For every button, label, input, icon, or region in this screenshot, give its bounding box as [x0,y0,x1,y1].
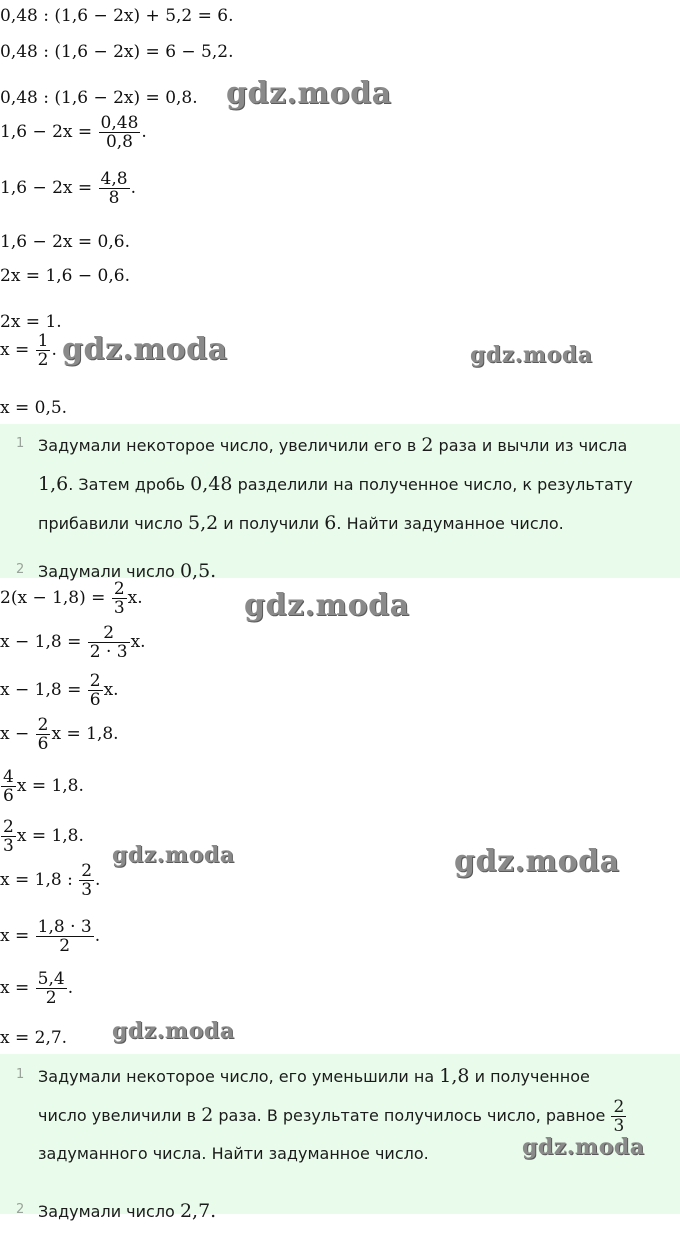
explanation-item-2 [16,1192,672,1231]
eq-lhs: x = [0,340,30,360]
watermark: gdz.moda [454,844,620,879]
item-text: Задумали число 0,5. [38,560,217,582]
eq-line-4: 1,6 − 2x = $\frac{0,48}{0,8}$ . [0,113,147,152]
eq-line-1: 0,48 : (1,6 − 2x) + 5,2 = 6. [0,6,234,26]
item-text: Задумали число 2,7. [38,1200,217,1222]
fraction: $\frac{1}{2}$ [37,331,49,370]
eq2-line-7: x = 1,8 : $\frac{2}{3}$ . [0,861,101,900]
item-number: 2 [16,562,25,577]
fraction: $\frac{4,8}{8}$ [100,169,128,208]
eq-line-9: x = $\frac{1}{2}$ . [0,331,57,370]
eq-line-10: x = 0,5. [0,398,68,418]
eq-lhs: 1,6 − 2x = [0,178,93,198]
eq2-line-4: x − $\frac{2}{6}$ x = 1,8. [0,715,119,754]
explanation-item-1 [16,426,672,543]
eq2-line-10: x = 2,7. [0,1028,68,1048]
fraction: $\frac{0,48}{0,8}$ [100,113,139,152]
item-text: Задумали некоторое число, увеличили его в 2 раза и вычли из числа 1,6. Затем дробь 0,48 разделили на полученное число, к результату прибавили число 5,2 и получили 6. Найти задуманное число. [38,434,633,534]
watermark: gdz.moda [112,1018,235,1044]
eq2-line-2: x − 1,8 = $\frac{2}{2 \cdot 3}$ x. [0,623,146,662]
item-number: 1 [16,436,25,451]
item-number: 2 [16,1202,25,1217]
watermark: gdz.moda [470,342,593,368]
eq2-line-5: $\frac{4}{6}$ x = 1,8. [3,767,84,806]
eq2-line-8: x = $\frac{1,8 \cdot 3}{2}$ . [0,917,101,956]
eq-line-8: 2x = 1. [0,312,62,332]
eq-line-7: 2x = 1,6 − 0,6. [0,266,130,286]
eq2-line-6: $\frac{2}{3}$ x = 1,8. [3,817,84,856]
eq-line-5: 1,6 − 2x = $\frac{4,8}{8}$ . [0,169,136,208]
watermark: gdz.moda [522,1134,645,1160]
watermark: gdz.moda [112,842,235,868]
eq-line-6: 1,6 − 2x = 0,6. [0,232,130,252]
item-text: Задумали некоторое число, его уменьшили на 1,8 и полученное число увеличили в 2 раза. В результате получилось число, равное $\frac{2}{3}$ задуманного числа. Найти задуманное число. [38,1065,625,1163]
eq-line-2: 0,48 : (1,6 − 2x) = 6 − 5,2. [0,42,234,62]
eq2-line-9: x = $\frac{5,4}{2}$ . [0,969,74,1008]
eq2-line-1: 2(x − 1,8) = $\frac{2}{3}$ x. [0,579,143,618]
watermark: gdz.moda [244,588,410,623]
eq2-line-3: x − 1,8 = $\frac{2}{6}$ x. [0,671,119,710]
watermark: gdz.moda [62,332,228,367]
watermark: gdz.moda [226,76,392,111]
item-number: 1 [16,1067,25,1082]
eq-lhs: 1,6 − 2x = [0,122,93,142]
eq-line-3: 0,48 : (1,6 − 2x) = 0,8. [0,88,198,108]
